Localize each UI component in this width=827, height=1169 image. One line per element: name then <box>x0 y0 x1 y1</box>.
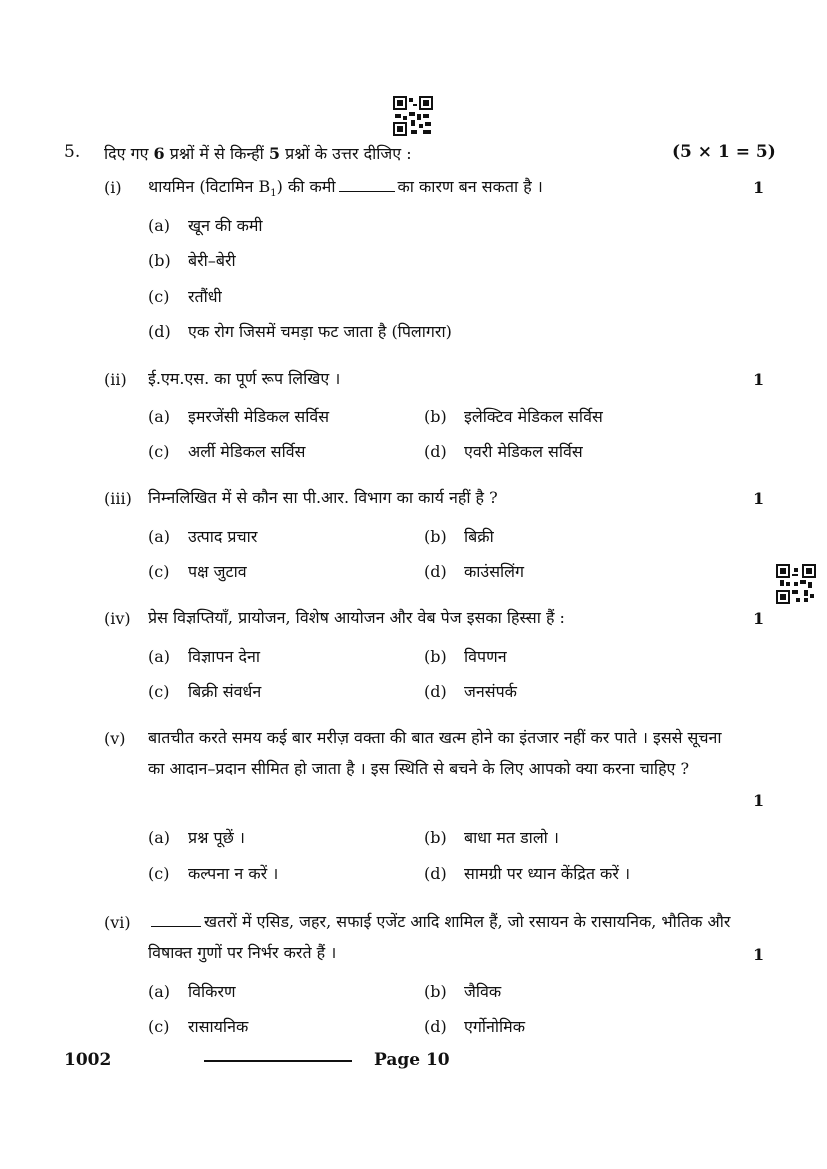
answer-blank <box>339 179 395 192</box>
sub-question-number: (vi) <box>104 913 131 932</box>
option: (d) सामग्री पर ध्यान केंद्रित करें । <box>424 864 631 883</box>
qr-code-top-icon <box>393 96 433 136</box>
paper-code: 1002 <box>64 1050 112 1070</box>
option: (b) बाधा मत डालो । <box>424 828 559 847</box>
option: (a) प्रश्न पूछें । <box>148 828 245 847</box>
option: (d) एक रोग जिसमें चमड़ा फट जाता है (पिलागरा) <box>148 322 452 341</box>
sub-question-stem: बातचीत करते समय कई बार मरीज़ वक्ता की बात खत्म होने का इंतजार नहीं कर पाते । इससे सूचना का आदान–प्रदान सीमित हो जाता है । इस स्थिति से बचने के लिए आपको क्या करना चाहिए ? <box>148 728 722 778</box>
option: (d) एवरी मेडिकल सर्विस <box>424 442 583 461</box>
sub-question-number: (iii) <box>104 489 132 508</box>
sub-question-number: (i) <box>104 178 122 197</box>
option: (a) खून की कमी <box>148 216 263 235</box>
qr-code-side-icon <box>776 564 816 604</box>
answer-blank <box>151 914 201 927</box>
option: (b) विपणन <box>424 647 507 666</box>
question-instruction: दिए गए 6 प्रश्नों में से किन्हीं 5 प्रश्नों के उत्तर दीजिए : <box>104 144 412 163</box>
sub-question-marks: 1 <box>753 945 765 964</box>
option: (c) पक्ष जुटाव <box>148 562 247 581</box>
option: (a) विज्ञापन देना <box>148 647 261 666</box>
sub-question-marks: 1 <box>753 370 765 389</box>
option: (c) बिक्री संवर्धन <box>148 682 262 701</box>
option: (c) कल्पना न करें । <box>148 864 279 883</box>
option: (a) विकिरण <box>148 982 236 1001</box>
sub-question-marks: 1 <box>753 178 765 197</box>
question-number: 5. <box>64 142 81 162</box>
option: (c) अर्ली मेडिकल सर्विस <box>148 442 306 461</box>
option: (b) जैविक <box>424 982 502 1001</box>
sub-question-marks: 1 <box>753 609 765 628</box>
question-total-marks: (5 × 1 = 5) <box>672 142 776 162</box>
sub-question-number: (ii) <box>104 370 127 389</box>
option: (b) बिक्री <box>424 527 494 546</box>
sub-question-stem: प्रेस विज्ञप्तियाँ, प्रायोजन, विशेष आयोजन और वेब पेज इसका हिस्सा हैं : <box>148 608 565 627</box>
footer-divider <box>204 1060 352 1062</box>
option: (b) बेरी–बेरी <box>148 251 236 270</box>
option: (b) इलेक्टिव मेडिकल सर्विस <box>424 407 603 426</box>
option: (c) रतौंधी <box>148 287 222 306</box>
sub-question-stem: खतरों में एसिड, जहर, सफाई एजेंट आदि शामिल हैं, जो रसायन के रासायनिक, भौतिक और विषाक्त गुणों पर निर्भर करते हैं । <box>148 912 731 962</box>
sub-question-number: (v) <box>104 729 126 748</box>
sub-question-stem: थायमिन (विटामिन $B_1$) की कमी का कारण बन सकता है । <box>148 177 543 200</box>
sub-question-marks: 1 <box>753 489 765 508</box>
page-number: Page 10 <box>374 1050 450 1070</box>
sub-question-number: (iv) <box>104 609 131 628</box>
option: (a) इमरजेंसी मेडिकल सर्विस <box>148 407 330 426</box>
option: (d) एर्गोनोमिक <box>424 1017 526 1036</box>
option: (d) काउंसलिंग <box>424 562 525 581</box>
sub-question-stem: निम्नलिखित में से कौन सा पी.आर. विभाग का कार्य नहीं है ? <box>148 488 498 507</box>
option: (a) उत्पाद प्रचार <box>148 527 258 546</box>
sub-question-marks: 1 <box>753 791 765 810</box>
option: (c) रासायनिक <box>148 1017 249 1036</box>
option: (d) जनसंपर्क <box>424 682 517 701</box>
sub-question-stem: ई.एम.एस. का पूर्ण रूप लिखिए । <box>148 369 341 388</box>
